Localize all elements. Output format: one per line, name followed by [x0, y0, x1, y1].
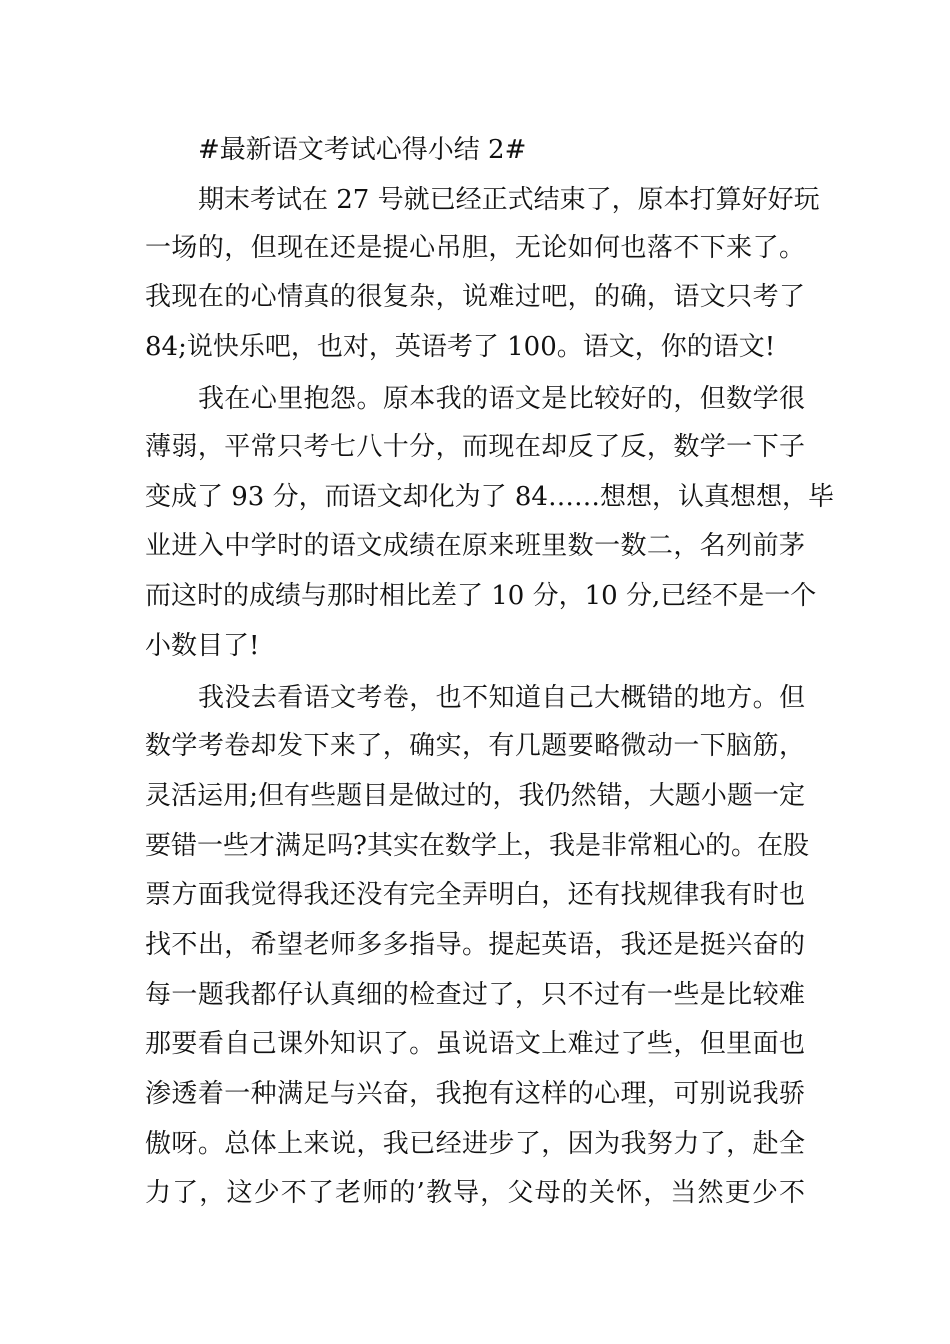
paragraph-3-line-1: 我没去看语文考卷，也不知道自己大概错的地方。但: [198, 683, 805, 713]
paragraph-2-line-3: 变成了 93 分，而语文却化为了 84……想想，认真想想，毕: [145, 482, 834, 512]
paragraph-3-line-11: 力了，这少不了老师的’教导，父母的关怀，当然更少不: [145, 1178, 805, 1208]
paragraph-1-line-1: 期末考试在 27 号就已经正式结束了，原本打算好好玩: [198, 185, 820, 215]
paragraph-2-line-1: 我在心里抱怨。原本我的语文是比较好的，但数学很: [198, 384, 805, 414]
paragraph-2-line-6: 小数目了!: [145, 631, 260, 661]
paragraph-2-line-4: 业进入中学时的语文成绩在原来班里数一数二，名列前茅: [145, 531, 805, 561]
paragraph-1-line-4: 84;说快乐吧，也对，英语考了 100。语文，你的语文!: [145, 332, 776, 362]
paragraph-2-line-5: 而这时的成绩与那时相比差了 10 分，10 分,已经不是一个: [145, 581, 817, 611]
paragraph-3-line-6: 找不出，希望老师多多指导。提起英语，我还是挺兴奋的: [145, 930, 805, 960]
paragraph-3-line-8: 那要看自己课外知识了。虽说语文上难过了些，但里面也: [145, 1029, 805, 1059]
paragraph-3-line-4: 要错一些才满足吗?其实在数学上，我是非常粗心的。在股: [145, 831, 809, 861]
paragraph-1-line-2: 一场的，但现在还是提心吊胆，无论如何也落不下来了。: [145, 233, 805, 263]
paragraph-1-line-3: 我现在的心情真的很复杂，说难过吧，的确，语文只考了: [145, 282, 805, 312]
paragraph-2-line-2: 薄弱，平常只考七八十分，而现在却反了反，数学一下子: [145, 432, 805, 462]
paragraph-3-line-3: 灵活运用;但有些题目是做过的，我仍然错，大题小题一定: [145, 781, 805, 811]
paragraph-3-line-2: 数学考卷却发下来了，确实，有几题要略微动一下脑筋，: [145, 731, 805, 761]
paragraph-3-line-9: 渗透着一种满足与兴奋，我抱有这样的心理，可别说我骄: [145, 1079, 805, 1109]
document-title: #最新语文考试心得小结 2#: [198, 135, 527, 165]
paragraph-3-line-7: 每一题我都仔认真细的检查过了，只不过有一些是比较难: [145, 980, 805, 1010]
paragraph-3-line-10: 傲呀。总体上来说，我已经进步了，因为我努力了，赴全: [145, 1129, 805, 1159]
paragraph-3-line-5: 票方面我觉得我还没有完全弄明白，还有找规律我有时也: [145, 880, 805, 910]
